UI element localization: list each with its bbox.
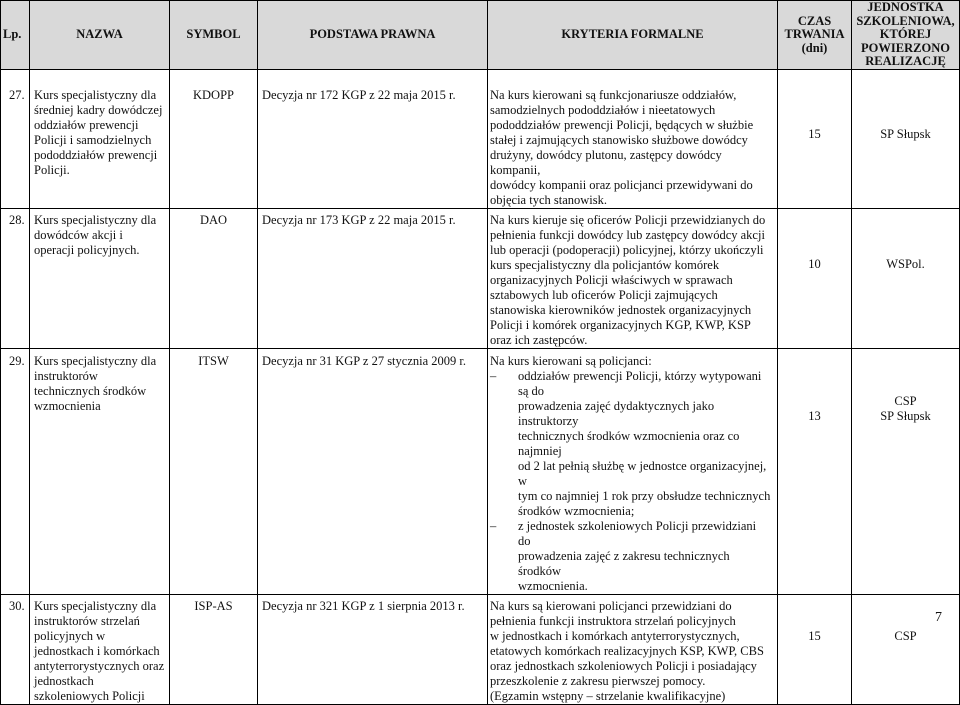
row-duration: 13 — [778, 348, 852, 594]
row-name: Kurs specjalistyczny dla instruktorów strzelań policyjnych w jednostkach i komórkach antyterrorystycznych oraz jednostkach szkoleniowych Policji — [30, 594, 170, 704]
row-symbol: DAO — [170, 208, 258, 348]
row-lp: 29. — [1, 348, 30, 594]
row-duration: 10 — [778, 208, 852, 348]
row-basis: Decyzja nr 31 KGP z 27 stycznia 2009 r. — [258, 348, 488, 594]
row-criteria: Na kurs kieruje się oficerów Policji przewidzianych do pełnienia funkcji dowódcy lub zastępcy dowódcy akcji lub operacji (podoperacji) policyjnej, którzy ukończyli kurs specjalistyczny dla policjantów komórek organizacyjnych Policji właściwych w sprawach sztabowych lub oficerów Policji zajmujących stanowiska kierowników jednostek organizacyjnych Policji i komórek organizacyjnych KGP, KWP, KSP oraz ich zastępców. — [488, 208, 778, 348]
row-criteria: Na kurs kierowani są policjanci: – oddziałów prewencji Policji, którzy wytypowani są do prowadzenia zajęć dydaktycznych jako instruktorzy technicznych środków wzmocnienia oraz co najmniej od 2 lat pełnią służbę w jednostce organizacyjnej, w tym co najmniej 1 rok przy obsłudze technicznych środków wzmocnienia; – z jednostek szkoleniowych Policji przewidziani do prowadzenia zajęć z zakresu technicznych środków wzmocnienia. — [488, 348, 778, 594]
table-row — [1, 69, 960, 208]
row-lp: 27. — [1, 69, 30, 208]
dash-bullet: – — [490, 368, 497, 383]
row-symbol: ITSW — [170, 348, 258, 594]
row-unit: CSP SP Słupsk — [852, 348, 960, 594]
row-name: Kurs specjalistyczny dla średniej kadry dowódczej oddziałów prewencji Policji i samodzielnych pododdziałów prewencji Policji. — [30, 69, 170, 208]
row-basis: Decyzja nr 321 KGP z 1 sierpnia 2013 r. — [258, 594, 488, 704]
header-duration: CZAS TRWANIA (dni) — [778, 1, 852, 70]
row-name: Kurs specjalistyczny dla instruktorów technicznych środków wzmocnienia — [30, 348, 170, 594]
row-duration: 15 — [778, 69, 852, 208]
header-unit: JEDNOSTKA SZKOLENIOWA, KTÓREJ POWIERZONO REALIZACJĘ — [852, 1, 960, 70]
dash-bullet: – — [490, 518, 497, 533]
row-name: Kurs specjalistyczny dla dowódców akcji i operacji policyjnych. — [30, 208, 170, 348]
page-number: 7 — [935, 610, 942, 625]
header-name: NAZWA — [30, 1, 170, 70]
row-unit: WSPol. — [852, 208, 960, 348]
header-basis: PODSTAWA PRAWNA — [258, 1, 488, 70]
criteria-list-item: – z jednostek szkoleniowych Policji przewidziani do prowadzenia zajęć z zakresu technicznych środków wzmocnienia. — [490, 518, 757, 593]
header-criteria: KRYTERIA FORMALNE — [488, 1, 778, 70]
row-basis: Decyzja nr 173 KGP z 22 maja 2015 r. — [258, 208, 488, 348]
row-lp: 30. — [1, 594, 30, 704]
header-row — [1, 1, 960, 70]
header-lp: Lp. — [1, 1, 30, 70]
row-symbol: ISP-AS — [170, 594, 258, 704]
row-criteria: Na kurs kierowani są funkcjonariusze oddziałów, samodzielnych pododdziałów i nieetatowych pododdziałów prewencji Policji, będących w służbie stałej i zajmujących stanowisko służbowe dowódcy drużyny, dowódcy plutonu, zastępcy dowódcy kompanii, dowódcy kompanii oraz policjanci przewidywani do objęcia tych stanowisk. — [488, 69, 778, 208]
row-basis: Decyzja nr 172 KGP z 22 maja 2015 r. — [258, 69, 488, 208]
row-symbol: KDOPP — [170, 69, 258, 208]
criteria-list-item: – oddziałów prewencji Policji, którzy wytypowani są do prowadzenia zajęć dydaktycznych jako instruktorzy technicznych środków wzmocnienia oraz co najmniej od 2 lat pełnią służbę w jednostce organizacyjnej, w tym co najmniej 1 rok przy obsłudze technicznych środków wzmocnienia; — [490, 368, 771, 518]
row-unit: CSP — [852, 594, 960, 704]
row-criteria: Na kurs są kierowani policjanci przewidziani do pełnienia funkcji instruktora strzelań policyjnych w jednostkach i komórkach antyterrorystycznych, etatowych komórkach realizacyjnych KSP, KWP, CBS oraz jednostkach szkoleniowych Policji i posiadający przeszkolenie z zakresu pierwszej pomocy. (Egzamin wstępny – strzelanie kwalifikacyjne) — [488, 594, 778, 704]
row-lp: 28. — [1, 208, 30, 348]
table-row — [1, 208, 960, 348]
table-row — [1, 594, 960, 704]
row-unit: SP Słupsk — [852, 69, 960, 208]
row-duration: 15 — [778, 594, 852, 704]
table-row — [1, 348, 960, 594]
header-symbol: SYMBOL — [170, 1, 258, 70]
